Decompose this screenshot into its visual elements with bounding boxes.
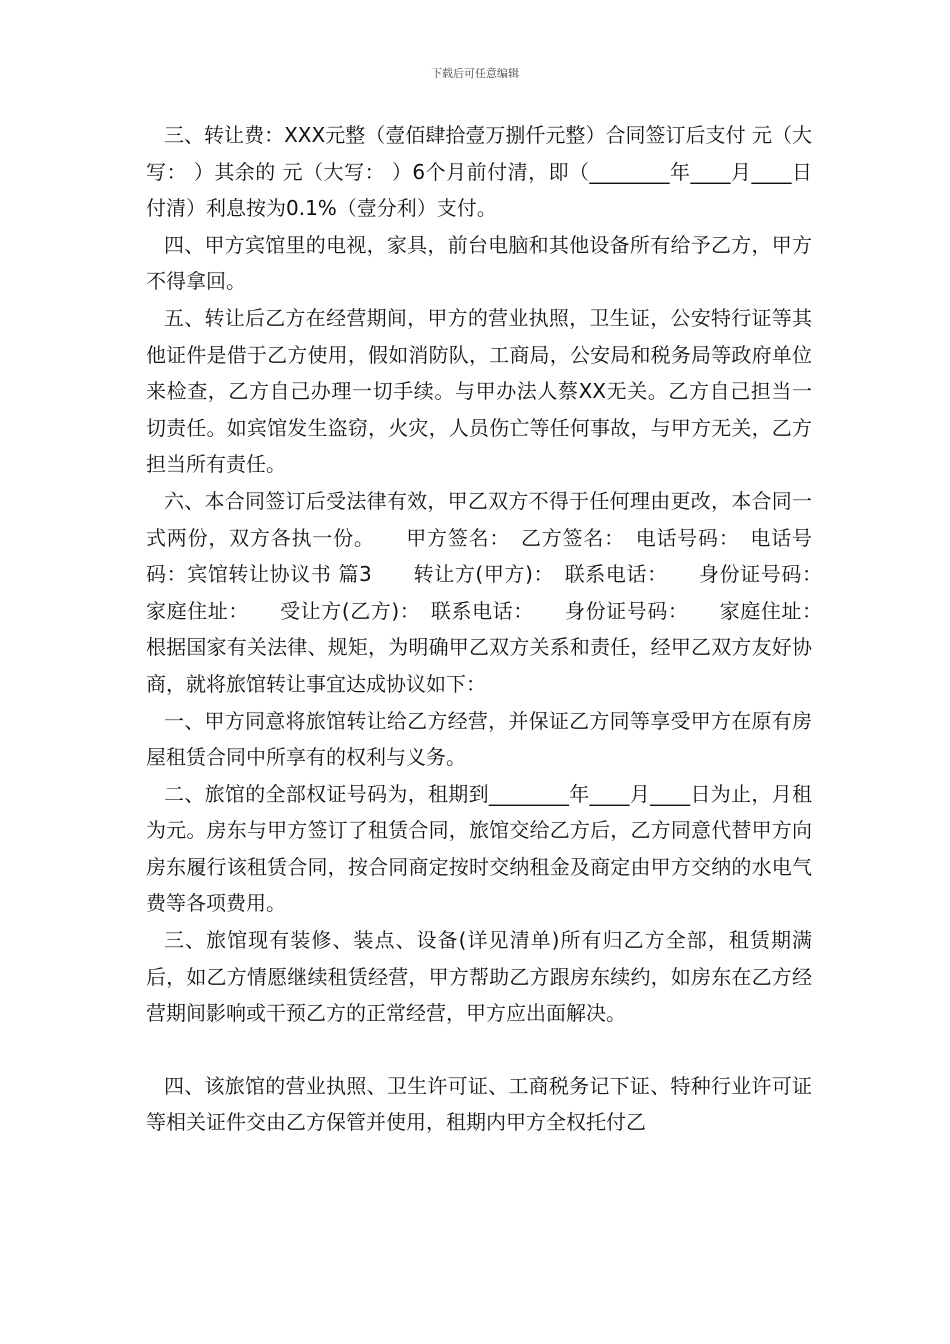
paragraph-clause-four: 四、该旅馆的营业执照、卫生许可证、工商税务记下证、特种行业许可证等相关证件交由乙方保管并使用，租期内甲方全权托付乙: [146, 1073, 812, 1135]
paragraph-clause-two: 二、旅馆的全部权证号码为，租期到________年____月____日为止，月租为元。房东与甲方签订了租赁合同，旅馆交给乙方后，乙方同意代替甲方向房东履行该租赁合同，按合同商定按时交纳租金及商定由甲方交纳的水电气费等各项费用。: [146, 781, 812, 916]
paragraph-contract-validity: 六、本合同签订后受法律有效，甲乙双方不得于任何理由更改，本合同一式两份，双方各执一份。 甲方签名： 乙方签名： 电话号码： 电话号码：宾馆转让协议书 篇3 转让方(甲方)： 联系电话： 身份证号码： 家庭住址： 受让方(乙方)： 联系电话： 身份证号码： 家庭住址： 根据国家有关法律、规矩，为明确甲乙双方关系和责任，经甲乙双方友好协商，就将旅馆转让事宜达成协议如下：: [146, 488, 852, 696]
paragraph-licenses: 五、转让后乙方在经营期间，甲方的营业执照，卫生证，公安特行证等其他证件是借于乙方使用，假如消防队，工商局，公安局和税务局等政府单位来检查，乙方自己办理一切手续。与甲办法人蔡XX无关。乙方自己担当一切责任。如宾馆发生盗窃，火灾，人员伤亡等任何事故，与甲方无关，乙方担当所有责任。: [146, 305, 812, 477]
paragraph-transfer-fee: 三、转让费：XXX元整（壹佰肆拾壹万捌仟元整）合同签订后支付 元（大写： ）其余的 元（大写： ）6个月前付清，即（________年____月____日付清）利息按为0.1%（壹分利）支付。: [146, 123, 812, 221]
paragraph-clause-three: 三、旅馆现有装修、装点、设备(详见清单)所有归乙方全部，租赁期满后，如乙方情愿继续租赁经营，甲方帮助乙方跟房东续约，如房东在乙方经营期间影响或干预乙方的正常经营，甲方应出面解决。: [146, 928, 812, 1026]
paragraph-clause-one: 一、甲方同意将旅馆转让给乙方经营，并保证乙方同等享受甲方在原有房屋租赁合同中所享有的权利与义务。: [146, 708, 812, 770]
document-body: [146, 117, 852, 1141]
page-header: 下载后可任意编辑: [431, 67, 519, 80]
paragraph-equipment: 四、甲方宾馆里的电视，家具，前台电脑和其他设备所有给予乙方，甲方不得拿回。: [146, 232, 812, 294]
